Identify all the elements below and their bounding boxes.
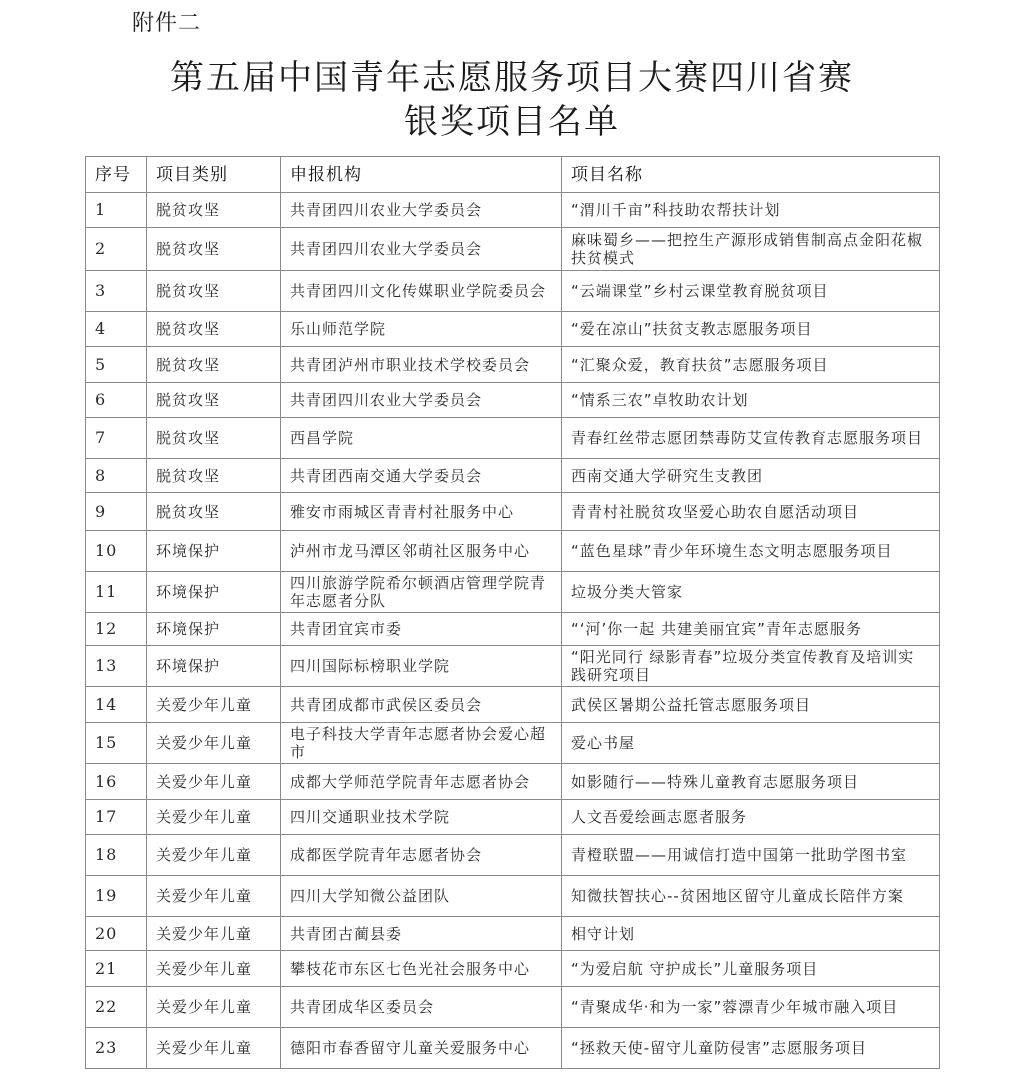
row-organization: 共青团成华区委员会 [281,987,562,1028]
row-project-name: “青聚成华·和为一家”蓉漂青少年城市融入项目 [562,987,940,1028]
row-organization: 雅安市雨城区青青村社服务中心 [281,493,562,531]
row-organization: 成都大学师范学院青年志愿者协会 [281,764,562,800]
row-organization: 共青团宜宾市委 [281,613,562,646]
row-organization: 四川交通职业技术学院 [281,800,562,835]
row-project-name: “阳光同行 绿影青春”垃圾分类宣传教育及培训实践研究项目 [562,646,940,687]
row-project-name: “情系三农”卓牧助农计划 [562,383,940,418]
row-organization: 西昌学院 [281,418,562,459]
table-row [86,271,940,312]
row-organization: 成都医学院青年志愿者协会 [281,835,562,876]
row-category: 关爱少年儿童 [147,764,281,800]
attachment-label: 附件二 [132,11,202,36]
row-number: 21 [86,951,147,987]
row-category: 脱贫攻坚 [147,228,281,271]
row-project-name: 青春红丝带志愿团禁毒防艾宣传教育志愿服务项目 [562,418,940,459]
row-category: 脱贫攻坚 [147,312,281,347]
row-organization: 共青团泸州市职业技术学校委员会 [281,347,562,383]
row-organization: 共青团四川农业大学委员会 [281,193,562,228]
row-category: 关爱少年儿童 [147,987,281,1028]
row-category: 环境保护 [147,646,281,687]
table-row [86,347,940,383]
row-number: 18 [86,835,147,876]
row-number: 10 [86,531,147,572]
table-row [86,876,940,917]
row-category: 关爱少年儿童 [147,800,281,835]
row-organization: 攀枝花市东区七色光社会服务中心 [281,951,562,987]
row-category: 关爱少年儿童 [147,917,281,951]
row-project-name: “爱在凉山”扶贫支教志愿服务项目 [562,312,940,347]
table-row [86,800,940,835]
header-no: 序号 [86,157,147,193]
table-row [86,228,940,271]
row-number: 14 [86,687,147,723]
header-organization: 申报机构 [281,157,562,193]
table-row [86,987,940,1028]
row-number: 8 [86,459,147,493]
row-project-name: 如影随行——特殊儿童教育志愿服务项目 [562,764,940,800]
table-row [86,572,940,613]
row-number: 17 [86,800,147,835]
row-number: 13 [86,646,147,687]
row-organization: 共青团古蔺县委 [281,917,562,951]
row-organization: 共青团四川文化传媒职业学院委员会 [281,271,562,312]
row-category: 脱贫攻坚 [147,193,281,228]
row-project-name: “渭川千亩”科技助农帮扶计划 [562,193,940,228]
row-project-name: “‘河’你一起 共建美丽宜宾”青年志愿服务 [562,613,940,646]
table-row [86,531,940,572]
row-category: 关爱少年儿童 [147,835,281,876]
table-row [86,193,940,228]
row-category: 关爱少年儿童 [147,876,281,917]
row-number: 3 [86,271,147,312]
table-row [86,493,940,531]
row-organization: 电子科技大学青年志愿者协会爱心超市 [281,723,562,764]
row-number: 6 [86,383,147,418]
row-project-name: “拯救天使-留守儿童防侵害”志愿服务项目 [562,1028,940,1069]
row-category: 关爱少年儿童 [147,687,281,723]
table-header-row [86,157,940,193]
row-category: 脱贫攻坚 [147,347,281,383]
table-row [86,917,940,951]
row-organization: 共青团成都市武侯区委员会 [281,687,562,723]
table-row [86,459,940,493]
row-project-name: 爱心书屋 [562,723,940,764]
row-organization: 泸州市龙马潭区邻萌社区服务中心 [281,531,562,572]
row-project-name: “蓝色星球”青少年环境生态文明志愿服务项目 [562,531,940,572]
row-number: 12 [86,613,147,646]
row-organization: 德阳市春香留守儿童关爱服务中心 [281,1028,562,1069]
row-category: 环境保护 [147,572,281,613]
row-number: 9 [86,493,147,531]
row-number: 20 [86,917,147,951]
header-category: 项目类别 [147,157,281,193]
row-organization: 共青团西南交通大学委员会 [281,459,562,493]
row-number: 4 [86,312,147,347]
row-number: 1 [86,193,147,228]
document-title-line-2: 银奖项目名单 [404,102,620,142]
row-project-name: 青橙联盟——用诚信打造中国第一批助学图书室 [562,835,940,876]
row-number: 16 [86,764,147,800]
row-category: 脱贫攻坚 [147,383,281,418]
row-organization: 四川旅游学院希尔顿酒店管理学院青年志愿者分队 [281,572,562,613]
row-project-name: 相守计划 [562,917,940,951]
row-organization: 共青团四川农业大学委员会 [281,383,562,418]
table-row [86,687,940,723]
row-category: 脱贫攻坚 [147,493,281,531]
row-category: 环境保护 [147,531,281,572]
table-row [86,613,940,646]
row-number: 15 [86,723,147,764]
table-row [86,764,940,800]
row-project-name: “汇聚众爱，教育扶贫”志愿服务项目 [562,347,940,383]
row-number: 11 [86,572,147,613]
table-row [86,723,940,764]
row-category: 关爱少年儿童 [147,951,281,987]
table-row [86,418,940,459]
row-project-name: “云端课堂”乡村云课堂教育脱贫项目 [562,271,940,312]
table-row [86,646,940,687]
row-organization: 四川大学知微公益团队 [281,876,562,917]
document-title-line-1: 第五届中国青年志愿服务项目大赛四川省赛 [170,58,854,98]
row-number: 19 [86,876,147,917]
row-project-name: 垃圾分类大管家 [562,572,940,613]
award-list-table [85,156,940,1069]
table-row [86,383,940,418]
row-category: 脱贫攻坚 [147,459,281,493]
row-project-name: 知微扶智扶心--贫困地区留守儿童成长陪伴方案 [562,876,940,917]
table-row [86,312,940,347]
row-category: 脱贫攻坚 [147,271,281,312]
row-organization: 乐山师范学院 [281,312,562,347]
row-project-name: “为爱启航 守护成长”儿童服务项目 [562,951,940,987]
row-project-name: 麻味蜀乡——把控生产源形成销售制高点金阳花椒扶贫模式 [562,228,940,271]
row-category: 脱贫攻坚 [147,418,281,459]
row-category: 环境保护 [147,613,281,646]
row-number: 7 [86,418,147,459]
row-organization: 四川国际标榜职业学院 [281,646,562,687]
row-category: 关爱少年儿童 [147,723,281,764]
table-row [86,1028,940,1069]
header-project-name: 项目名称 [562,157,940,193]
row-project-name: 人文吾爱绘画志愿者服务 [562,800,940,835]
table-row [86,835,940,876]
row-project-name: 青青村社脱贫攻坚爱心助农自愿活动项目 [562,493,940,531]
row-number: 22 [86,987,147,1028]
row-organization: 共青团四川农业大学委员会 [281,228,562,271]
row-number: 2 [86,228,147,271]
row-project-name: 西南交通大学研究生支教团 [562,459,940,493]
row-project-name: 武侯区暑期公益托管志愿服务项目 [562,687,940,723]
row-category: 关爱少年儿童 [147,1028,281,1069]
row-number: 5 [86,347,147,383]
row-number: 23 [86,1028,147,1069]
table-row [86,951,940,987]
